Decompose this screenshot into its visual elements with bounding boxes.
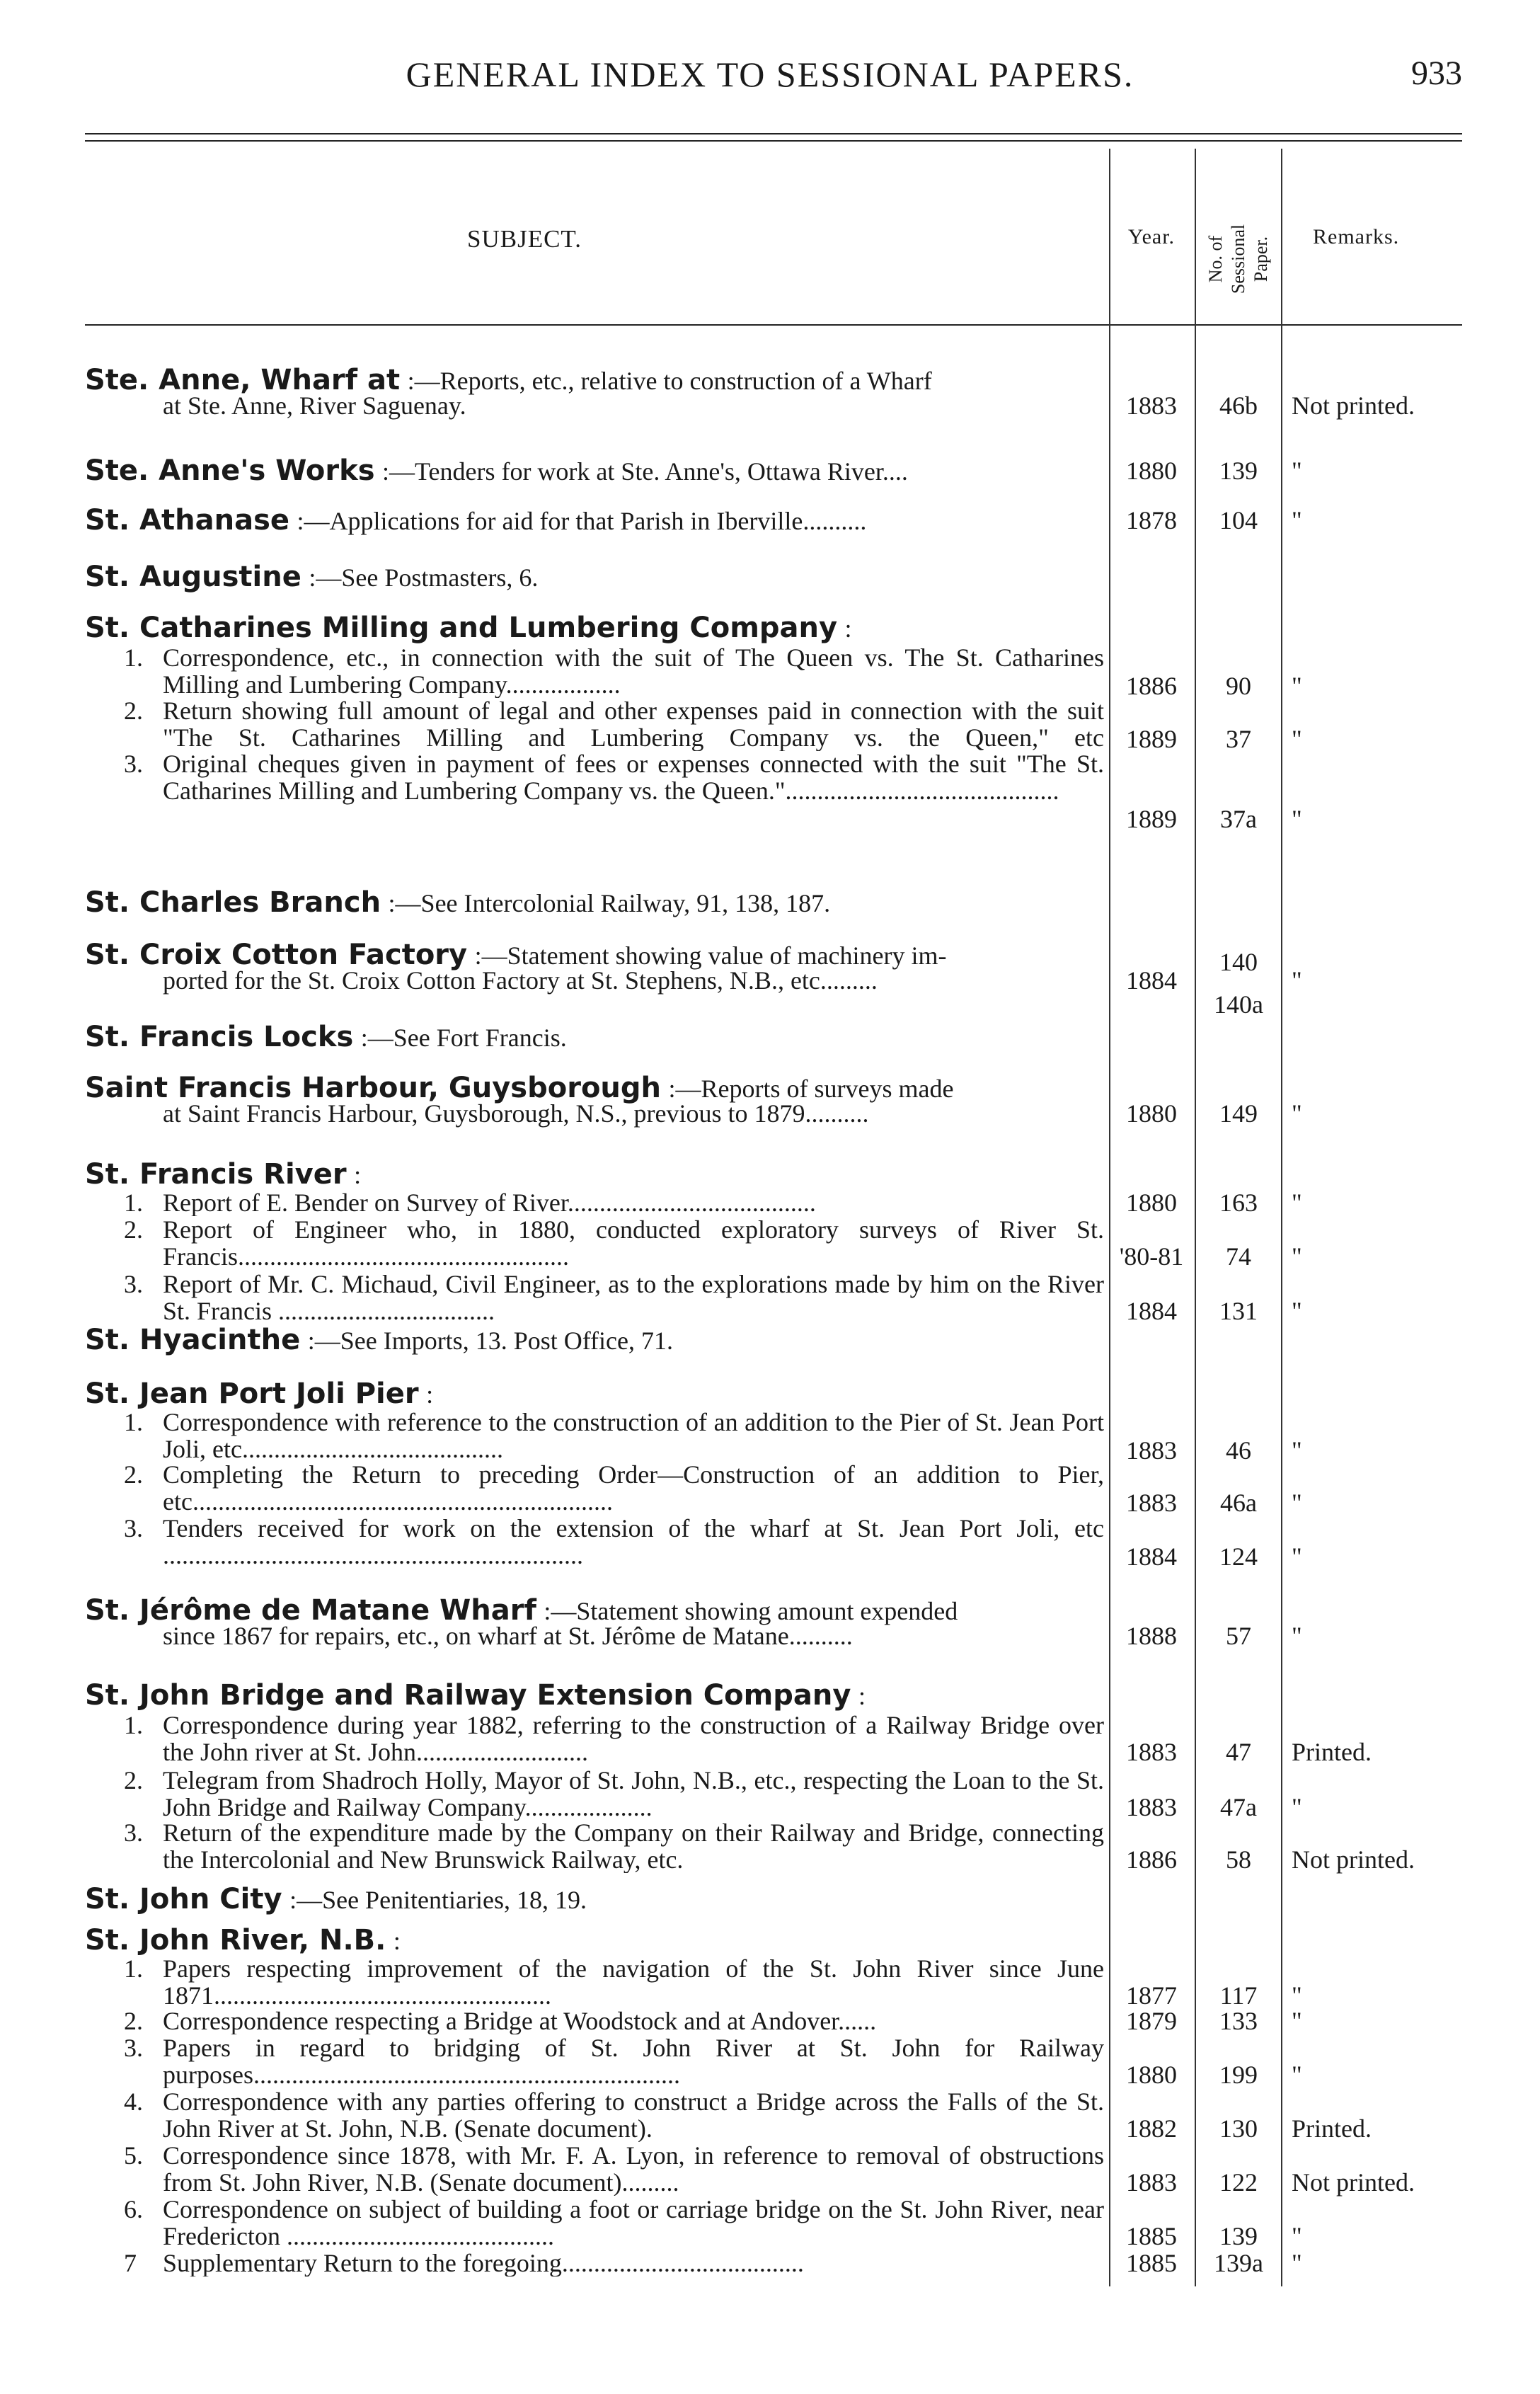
sub-item-text: Correspondence since 1878, with Mr. F. A. Lyon, in reference to removal of obstructions from St. John River, N.B. (Senate document)......... [163,2142,1104,2196]
sub-item-text: Telegram from Shadroch Holly, Mayor of St. John, N.B., etc., respecting the Loan to the St. John Bridge and Railway Company.................... [163,1767,1104,1821]
entry-description: :—See Postmasters, 6. [309,563,539,592]
entry-continuation-text: at Ste. Anne, River Saguenay. [163,391,466,420]
entry-name: St. Athanase [85,504,290,537]
sub-item-remarks: " [1292,1242,1302,1271]
sub-item [124,2008,1108,2034]
entry-remarks: " [1292,506,1302,534]
page-title: GENERAL INDEX TO SESSIONAL PAPERS. [406,55,1134,94]
entry-description: :—Statement showing amount expended [544,1597,958,1625]
sub-item [124,697,1108,751]
entry-paper-number: 57 [1226,1622,1251,1650]
entry-name: St. John River, N.B. [85,1924,386,1957]
entry-paper-number: 140 [1219,948,1258,976]
entry-description: :—See Imports, 13. Post Office, 71. [307,1327,674,1355]
sub-item-text: Original cheques given in payment of fees or expenses connected with the suit "The St. Catharines Milling and Lumbering Company vs. the Queen."........................................... [163,750,1104,805]
sub-item-paper-number: 163 [1219,1189,1258,1217]
entry-name: Ste. Anne's Works [85,454,375,487]
entry-heading [85,503,1104,539]
paper-column-rule-right [1281,149,1282,2286]
entry-heading [85,885,1104,921]
entry-name: St. John Bridge and Railway Extension Company [85,1679,851,1712]
entry-name: St. Hyacinthe [85,1324,301,1356]
sub-item-text: Return of the expenditure made by the Company on their Railway and Bridge, connecting the Intercolonial and New Brunswick Railway, etc. [163,1819,1104,1873]
sub-item-remarks: " [1292,1489,1302,1517]
sub-item-remarks: " [1292,2007,1302,2035]
entry-heading [85,1882,1104,1918]
entry-heading [85,1923,1104,1959]
sub-item [124,2034,1108,2088]
sub-item-paper-number: 46 [1226,1436,1251,1465]
year-column-rule [1109,149,1110,2286]
entry-heading [85,610,1104,646]
sub-item-year: 1877 [1126,1981,1177,2010]
sub-item-year: 1882 [1126,2114,1177,2143]
entry-paper-number: 149 [1219,1099,1258,1128]
entry-paper-number-2: 140a [1214,990,1263,1019]
sub-item [124,750,1108,831]
entry-name: St. Croix Cotton Factory [85,939,468,971]
entry-remarks: " [1292,1099,1302,1128]
sub-item-year: 1883 [1126,1436,1177,1465]
sub-item-remarks: Printed. [1292,1738,1372,1766]
entry-year: 1880 [1126,457,1177,485]
sub-item-remarks: " [1292,2061,1302,2089]
sub-item-paper-number: 122 [1219,2168,1258,2197]
sub-item-number: 1. [124,1408,143,1436]
top-rule-2 [85,140,1462,142]
sub-item-paper-number: 58 [1226,1845,1251,1874]
entry-year: 1878 [1126,506,1177,534]
entry-year: 1888 [1126,1622,1177,1650]
sub-item-year: 1889 [1126,725,1177,753]
entry-name: Saint Francis Harbour, Guysborough [85,1072,662,1104]
sub-item [124,2250,1108,2276]
entry-name: St. Jean Port Joli Pier [85,1378,419,1410]
sub-item-remarks: " [1292,1542,1302,1571]
entry-name: St. Augustine [85,561,301,593]
sub-item [124,1216,1108,1270]
sub-item-year: 1886 [1126,1845,1177,1874]
sub-item-text: Papers respecting improvement of the navigation of the St. John River since June 1871..................................................... [163,1955,1104,2009]
sub-item-number: 3. [124,750,143,778]
sub-item-paper-number: 139 [1219,2222,1258,2250]
entry-year: 1884 [1126,966,1177,995]
sub-item-text: Completing the Return to preceding Order—Construction of an addition to Pier, etc.................................................................. [163,1461,1104,1515]
sub-item-year: 1889 [1126,805,1177,833]
sub-item [124,2142,1108,2196]
sub-item-text: Report of E. Bender on Survey of River....................................... [163,1189,816,1216]
sub-item-remarks: " [1292,1436,1302,1465]
entry-paper-number: 46b [1219,391,1258,420]
entry-continuation-text: ported for the St. Croix Cotton Factory at St. Stephens, N.B., etc......... [163,966,878,995]
page-number: 933 [1411,55,1462,92]
header-rule [85,324,1462,326]
sub-item-remarks: " [1292,2222,1302,2250]
entry-description: : [858,1682,866,1710]
sub-item-number: 1. [124,1711,143,1739]
entry-description: :—Reports of surveys made [668,1075,954,1103]
paper-no-header: No. of Sessional Paper. [1205,224,1271,294]
sub-item-remarks: " [1292,1189,1302,1217]
sub-item [124,2088,1108,2142]
entry-paper-number: 139 [1219,457,1258,485]
sub-item-paper-number: 74 [1226,1242,1251,1271]
entry-description: :—Reports, etc., relative to construction of a Wharf [407,367,932,395]
sub-item-paper-number: 124 [1219,1542,1258,1571]
sub-item [124,1819,1108,1873]
entry-heading [85,453,1104,489]
entry-name: St. Catharines Milling and Lumbering Company [85,612,838,644]
sub-item-text: Report of Mr. C. Michaud, Civil Engineer, as to the explorations made by him on the River St. Francis .................................. [163,1271,1104,1324]
sub-item-number: 1. [124,1189,143,1217]
entry-heading [85,1019,1104,1055]
sub-item [124,644,1108,698]
sub-item-paper-number: 139a [1214,2249,1263,2277]
sub-item-remarks: " [1292,2249,1302,2277]
sub-item-number: 3. [124,1819,143,1847]
sub-item-paper-number: 47a [1220,1793,1257,1821]
entry-description: :—Statement showing value of machinery im- [474,941,947,970]
sub-item-remarks: Printed. [1292,2114,1372,2143]
sub-item-text: Correspondence with any parties offering to construct a Bridge across the Falls of the St. John River at St. John, N.B. (Senate document). [163,2088,1104,2142]
sub-item-year: 1883 [1126,1793,1177,1821]
sub-item [124,1955,1108,2009]
entry-description: : [354,1161,362,1189]
sub-item-text: Return showing full amount of legal and other expenses paid in connection with the suit "The St. Catharines Milling and Lumbering Company vs. the Queen," etc [163,697,1104,751]
sub-item-year: 1884 [1126,1297,1177,1325]
sub-item-text: Correspondence respecting a Bridge at Woodstock and at Andover...... [163,2008,877,2034]
sub-item-number: 3. [124,1514,143,1542]
sub-item [124,1461,1108,1515]
sub-item-number: 3. [124,2034,143,2062]
sub-item-number: 2. [124,1215,143,1244]
entry-year: 1883 [1126,391,1177,420]
entry-paper-number: 104 [1219,506,1258,534]
entry-heading [85,1157,1104,1193]
entry-heading [85,1322,1104,1358]
entry-description: : [393,1927,401,1955]
entry-name: St. Charles Branch [85,886,381,919]
sub-item-text: Supplementary Return to the foregoing...................................... [163,2250,804,2276]
entry-remarks: " [1292,1622,1302,1650]
entry-description: :—See Intercolonial Railway, 91, 138, 187. [388,889,831,917]
sub-item-text: Correspondence on subject of building a foot or carriage bridge on the St. John River, near Fredericton .......................................... [163,2196,1104,2250]
sub-item-year: 1886 [1126,672,1177,700]
sub-item-remarks: " [1292,672,1302,700]
sub-item-remarks: " [1292,1793,1302,1821]
entry-name: St. John City [85,1883,282,1915]
sub-item-year: 1880 [1126,2061,1177,2089]
entry-heading [85,1678,1104,1714]
sub-item-text: Correspondence during year 1882, referring to the construction of a Railway Bridge over the John river at St. John........................... [163,1712,1104,1765]
sub-item-year: 1883 [1126,2168,1177,2197]
entry-description: :—Tenders for work at Ste. Anne's, Ottawa River.... [382,457,908,486]
sub-item [124,1271,1108,1324]
sub-item-year: '80-81 [1119,1242,1184,1271]
entry-remarks: Not printed. [1292,391,1415,420]
sub-item [124,1712,1108,1765]
sub-item-remarks: Not printed. [1292,2168,1415,2197]
sub-item-paper-number: 37 [1226,725,1251,753]
entry-heading [85,559,1104,595]
sub-item-number: 7 [124,2249,137,2277]
sub-item-paper-number: 47 [1226,1738,1251,1766]
sub-item-paper-number: 90 [1226,672,1251,700]
sub-item-number: 3. [124,1270,143,1298]
entry-continuation-text: at Saint Francis Harbour, Guysborough, N.S., previous to 1879.......... [163,1099,869,1128]
entry-description: :—Applications for aid for that Parish in Iberville.......... [297,507,867,535]
sub-item-remarks: " [1292,725,1302,753]
sub-item-paper-number: 133 [1219,2007,1258,2035]
sub-item-number: 1. [124,643,143,672]
entry-name: St. Francis Locks [85,1021,354,1053]
sub-item-number: 2. [124,1766,143,1794]
sub-item-paper-number: 130 [1219,2114,1258,2143]
entry-remarks: " [1292,966,1302,995]
entry-name: Ste. Anne, Wharf at [85,364,401,396]
sub-item-number: 4. [124,2087,143,2116]
entry-description: :—See Fort Francis. [360,1024,567,1052]
running-head [0,54,1540,96]
entry-description: :—See Penitentiaries, 18, 19. [289,1886,587,1914]
sub-item-text: Correspondence, etc., in connection with the suit of The Queen vs. The St. Catharines Milling and Lumbering Company.................. [163,644,1104,698]
sub-item-paper-number: 117 [1219,1981,1258,2010]
sub-item-text: Papers in regard to bridging of St. John River at St. John for Railway purposes................................................................... [163,2034,1104,2088]
sub-item-remarks: Not printed. [1292,1845,1415,1874]
sub-item-number: 2. [124,697,143,725]
sub-item [124,1409,1108,1462]
sub-item-number: 2. [124,1460,143,1489]
sub-item-year: 1883 [1126,1489,1177,1517]
sub-item-year: 1885 [1126,2249,1177,2277]
sub-item-paper-number: 37a [1220,805,1257,833]
sub-item-paper-number: 131 [1219,1297,1258,1325]
sub-item-number: 1. [124,1954,143,1983]
sub-item-number: 2. [124,2007,143,2035]
sub-item [124,1189,1108,1216]
remarks-header: Remarks. [1313,225,1400,248]
sub-item-year: 1883 [1126,1738,1177,1766]
year-header: Year. [1127,225,1176,248]
entry-continuation-text: since 1867 for repairs, etc., on wharf at St. Jérôme de Matane.......... [163,1622,853,1650]
subject-header: SUBJECT. [467,225,582,253]
sub-item-remarks: " [1292,1981,1302,2010]
sub-item-number: 6. [124,2195,143,2223]
sub-item-year: 1879 [1126,2007,1177,2035]
sub-item-paper-number: 199 [1219,2061,1258,2089]
entry-description: : [426,1380,434,1409]
entry-heading [85,1376,1104,1412]
sub-item-year: 1884 [1126,1542,1177,1571]
entry-year: 1880 [1126,1099,1177,1128]
sub-item-text: Correspondence with reference to the construction of an addition to the Pier of St. Jean Port Joli, etc......................................... [163,1409,1104,1462]
sub-item-year: 1880 [1126,1189,1177,1217]
sub-item-text: Tenders received for work on the extension of the wharf at St. Jean Port Joli, etc .................................................................. [163,1515,1104,1569]
sub-item [124,1767,1108,1821]
sub-item-remarks: " [1292,805,1302,833]
sub-item-year: 1885 [1126,2222,1177,2250]
entry-name: St. Jérôme de Matane Wharf [85,1594,536,1627]
sub-item-text: Report of Engineer who, in 1880, conducted exploratory surveys of River St. Francis.................................................... [163,1216,1104,1270]
sub-item-paper-number: 46a [1220,1489,1257,1517]
entry-name: St. Francis River [85,1158,347,1191]
sub-item-remarks: " [1292,1297,1302,1325]
sub-item [124,1515,1108,1569]
top-rule [85,133,1462,134]
entry-remarks: " [1292,457,1302,485]
sub-item [124,2196,1108,2250]
entry-description: : [844,614,852,643]
sub-item-number: 5. [124,2141,143,2170]
